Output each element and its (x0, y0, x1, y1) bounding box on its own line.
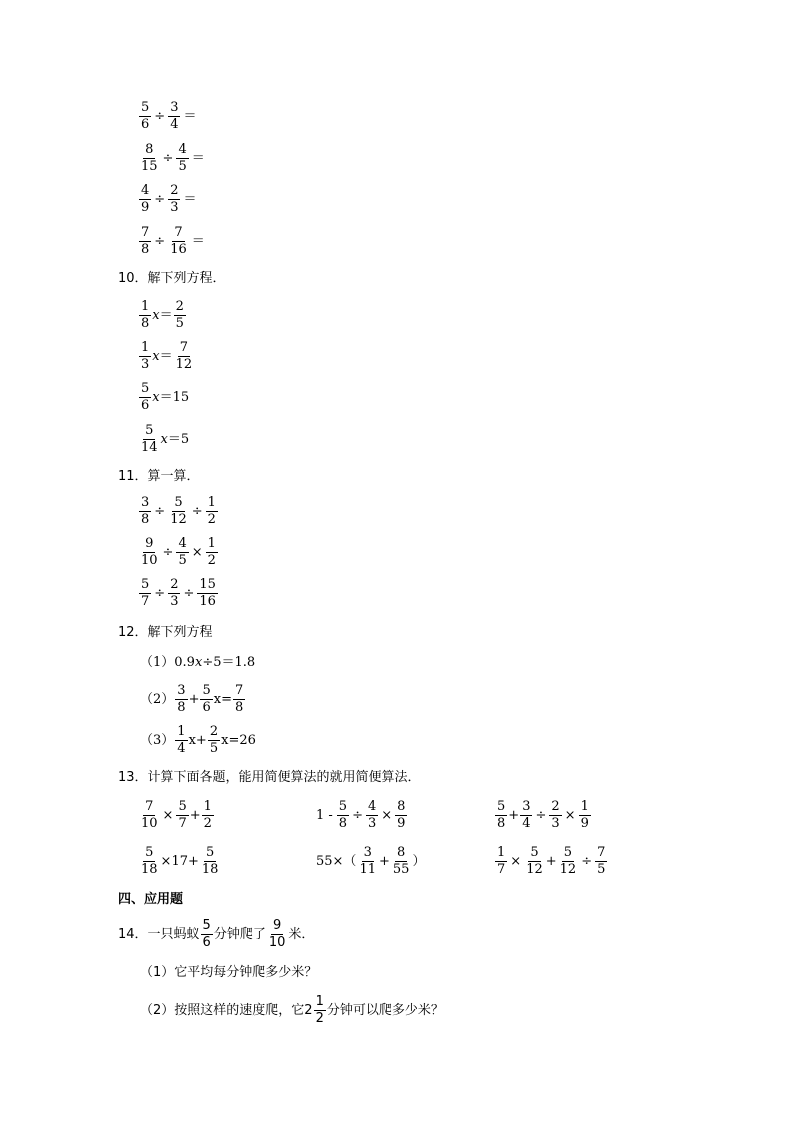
equals-sign: ＝ (159, 308, 173, 323)
expression: 0.9 (174, 655, 195, 670)
fraction: $\frac{2}{5}$ (209, 724, 219, 756)
variable: x (194, 655, 203, 670)
q13-expression-6 (494, 846, 608, 877)
fraction: $\frac{5}{14}$ (141, 423, 158, 455)
q11-expression-1 (138, 496, 219, 527)
variable: x (152, 349, 160, 364)
fraction: $\frac{1}{3}$ (141, 340, 150, 372)
part-label: （2） (140, 692, 175, 707)
close-paren: ） (412, 854, 426, 869)
fraction: $\frac{5}{7}$ (178, 799, 187, 831)
fraction: $\frac{7}{8}$ (235, 683, 244, 715)
equals-sign: ＝ (183, 192, 197, 207)
fraction: $\frac{5}{12}$ (526, 845, 543, 877)
fraction: $\frac{5}{12}$ (170, 495, 187, 527)
fraction: $\frac{1}{2}$ (203, 799, 212, 831)
q11-expression-3 (138, 578, 219, 609)
variable: x (188, 733, 196, 748)
fraction: $\frac{7}{16}$ (170, 225, 187, 257)
fraction: $\frac{5}{6}$ (202, 683, 211, 715)
fraction: $\frac{5}{7}$ (141, 577, 150, 609)
operator: ÷ (154, 234, 166, 249)
fraction: $\frac{5}{18}$ (201, 845, 219, 877)
equals-sign: ＝ (167, 432, 181, 447)
variable: x (160, 432, 168, 447)
fraction: $\frac{9}{10}$ (268, 918, 286, 950)
operator: ÷ (162, 151, 174, 166)
variable: x (221, 733, 229, 748)
operator: + (378, 854, 390, 869)
question-14-middle: 分钟爬了 (213, 927, 266, 942)
part-label: （1） (140, 655, 175, 670)
expression-middle: ×17+ (160, 854, 199, 869)
fraction: $\frac{4}{5}$ (178, 142, 187, 174)
div-problem-1 (138, 101, 198, 132)
fraction: $\frac{3}{4}$ (170, 100, 179, 132)
div-problem-4 (138, 226, 207, 257)
q10-equation-1 (138, 300, 187, 331)
operator: + (508, 808, 520, 823)
operator: × (381, 808, 393, 823)
operator: ÷ (352, 808, 363, 823)
rhs-value: =26 (228, 733, 256, 748)
question-10-title: 10．解下列方程． (118, 271, 226, 286)
question-14-tail: 米． (288, 927, 315, 942)
fraction: $\frac{1}{8}$ (141, 299, 150, 331)
q13-expression-2 (316, 800, 408, 831)
operator: ÷ (535, 808, 547, 823)
fraction: $\frac{5}{8}$ (497, 799, 506, 831)
part-2-lead: （2）按照这样的速度爬，它 (140, 1003, 305, 1018)
q12-part-2 (140, 684, 246, 715)
operator: ÷ (581, 854, 593, 869)
operator: ÷ (183, 586, 195, 601)
question-14-lead: 14．一只蚂蚁 (118, 927, 200, 942)
fraction: $\frac{2}{3}$ (170, 183, 179, 215)
part-label: （3） (140, 733, 175, 748)
operator: ÷ (154, 504, 166, 519)
fraction: $\frac{5}{6}$ (141, 381, 150, 413)
operator: + (545, 854, 557, 869)
operator: × (510, 854, 522, 869)
expression-lead: 55×（ (316, 854, 357, 869)
mixed-number-whole: 2 (304, 1003, 313, 1018)
q13-expression-4 (138, 846, 221, 877)
q12-part-1 (140, 656, 255, 669)
operator: ÷ (162, 545, 174, 560)
fraction: $\frac{1}{9}$ (580, 799, 589, 831)
variable: x (152, 308, 160, 323)
fraction: $\frac{7}{12}$ (175, 340, 193, 372)
operator: ÷ (191, 504, 203, 519)
q12-part-3 (140, 725, 256, 756)
div-problem-2 (138, 143, 207, 174)
fraction: $\frac{1}{4}$ (177, 724, 186, 756)
operator: × (162, 808, 174, 823)
part-2-tail: 分钟可以爬多少米？ (326, 1003, 444, 1018)
expression-lead: 1 - (316, 808, 333, 823)
question-13-title: 13．计算下面各题，能用简便算法的就用简便算法． (118, 770, 421, 785)
equals-sign: ＝ (183, 109, 197, 124)
q11-expression-2 (138, 537, 219, 568)
fraction: $\frac{8}{15}$ (141, 142, 158, 174)
fraction: $\frac{2}{3}$ (170, 577, 179, 609)
equals-sign: ＝ (191, 234, 205, 249)
operator: + (188, 692, 200, 707)
operator: ÷ (154, 192, 166, 207)
equals-sign: = (221, 692, 232, 707)
fraction: $\frac{5}{12}$ (559, 845, 577, 877)
fraction: $\frac{1}{2}$ (207, 536, 216, 568)
section-heading: 四、应用题 (118, 892, 184, 907)
question-12-title: 12．解下列方程 (118, 625, 213, 640)
fraction: $\frac{1}{7}$ (497, 845, 506, 877)
fraction: $\frac{1}{2}$ (315, 994, 324, 1026)
operator: ÷ (154, 586, 166, 601)
q13-expression-3 (494, 800, 592, 831)
question-14-part-1: （1）它平均每分钟爬多少米？ (140, 965, 318, 980)
operator: + (189, 808, 201, 823)
fraction: $\frac{7}{8}$ (141, 225, 150, 257)
q10-equation-3 (138, 382, 189, 413)
fraction: $\frac{8}{9}$ (397, 799, 406, 831)
question-14-part-2 (140, 995, 444, 1026)
operator: × (191, 545, 203, 560)
fraction: $\frac{4}{3}$ (367, 799, 377, 831)
q10-equation-2 (138, 341, 195, 372)
variable: x (152, 390, 160, 405)
fraction: $\frac{1}{2}$ (207, 495, 216, 527)
fraction: $\frac{5}{6}$ (202, 918, 211, 950)
question-14 (118, 919, 314, 950)
fraction: $\frac{3}{11}$ (359, 845, 376, 877)
fraction: $\frac{7}{5}$ (597, 845, 606, 877)
operator: × (564, 808, 576, 823)
operator: ÷ (154, 109, 166, 124)
rhs-value: 5 (180, 432, 190, 447)
operator: + (195, 733, 207, 748)
fraction: $\frac{3}{8}$ (177, 683, 186, 715)
fraction: $\frac{2}{5}$ (175, 299, 184, 331)
fraction: $\frac{2}{3}$ (551, 799, 560, 831)
fraction: $\frac{3}{8}$ (141, 495, 150, 527)
equals-sign: ＝ (191, 151, 205, 166)
equals-sign: ＝ (159, 390, 173, 405)
fraction: $\frac{15}{16}$ (199, 577, 216, 609)
q13-expression-5 (316, 846, 425, 877)
fraction: $\frac{8}{55}$ (392, 845, 410, 877)
fraction: $\frac{5}{6}$ (141, 100, 150, 132)
rhs-value: 15 (172, 390, 190, 405)
fraction: $\frac{9}{10}$ (141, 536, 158, 568)
q10-equation-4 (138, 424, 189, 455)
fraction: $\frac{4}{9}$ (141, 183, 150, 215)
expression: ÷5＝1.8 (202, 655, 256, 670)
variable: x (213, 692, 222, 707)
equals-sign: ＝ (159, 349, 173, 364)
fraction: $\frac{5}{18}$ (141, 845, 158, 877)
div-problem-3 (138, 184, 198, 215)
fraction: $\frac{5}{8}$ (338, 799, 348, 831)
question-11-title: 11．算一算． (118, 469, 200, 484)
q13-expression-1 (138, 800, 215, 831)
fraction: $\frac{4}{5}$ (178, 536, 187, 568)
fraction: $\frac{3}{4}$ (522, 799, 531, 831)
fraction: $\frac{7}{10}$ (141, 799, 158, 831)
